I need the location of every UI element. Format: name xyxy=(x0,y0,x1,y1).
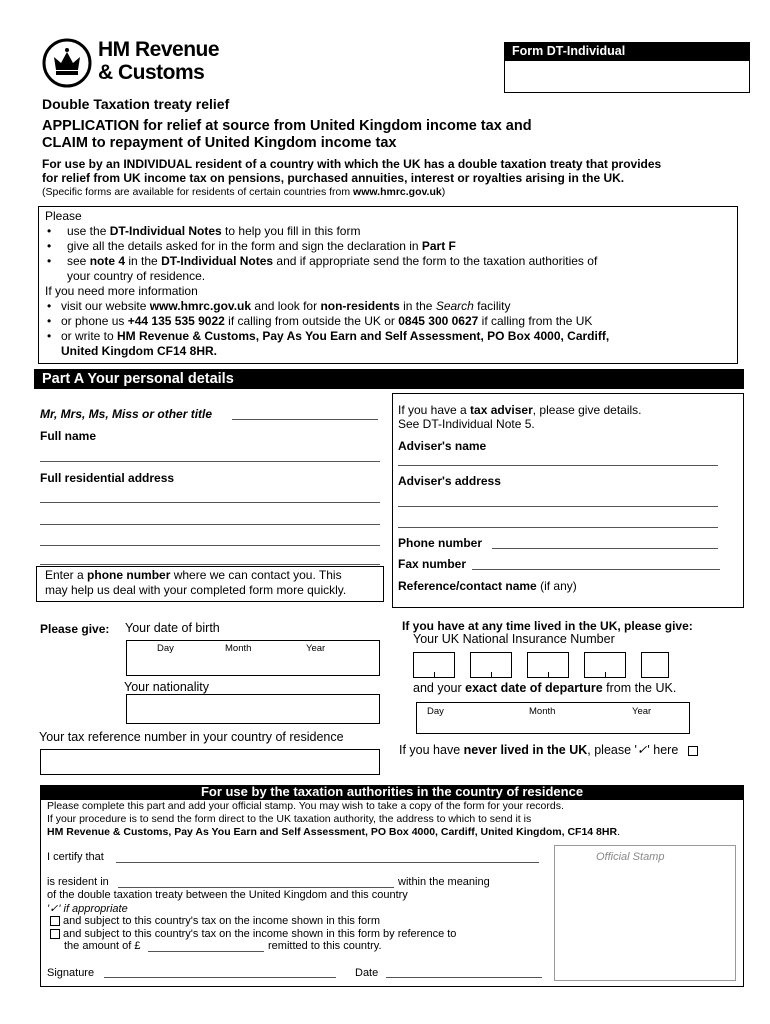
certify-label: I certify that xyxy=(47,851,104,863)
nationality-label: Your nationality xyxy=(124,680,210,694)
option1: and subject to this country's tax on the income shown in this form xyxy=(50,915,380,927)
adviser-intro: If you have a tax adviser, please give details. See DT-Individual Note 5. xyxy=(398,403,642,431)
part-a-heading-text: Part A Your personal details xyxy=(42,371,234,387)
main-title-line1: APPLICATION for relief at source from United Kingdom income tax and xyxy=(42,118,532,134)
dob-day-label: Day xyxy=(157,643,174,654)
date-label: Date xyxy=(355,967,379,979)
form-label-text: Form DT-Individual xyxy=(512,44,626,58)
full-name-input[interactable] xyxy=(40,461,380,462)
departure-label: and your exact date of departure from the UK. xyxy=(413,681,677,695)
official-stamp-label: Official Stamp xyxy=(596,851,665,863)
authority-heading-text: For use by the taxation authorities in the country of residence xyxy=(200,784,584,799)
specific-pre: (Specific forms are available for residents of certain countries from xyxy=(42,186,354,198)
part-a-heading xyxy=(34,369,744,389)
subtitle: Double Taxation treaty relief xyxy=(42,96,230,112)
adviser-name-label: Adviser's name xyxy=(398,439,487,453)
ni-box-4[interactable] xyxy=(584,652,626,678)
phone-number-input[interactable] xyxy=(492,548,718,549)
address-line-1[interactable] xyxy=(40,502,380,503)
dob-year-label: Year xyxy=(306,643,326,654)
authority-line3: HM Revenue & Customs, Pay As You Earn and Self Assessment, PO Box 4000, Cardiff, United Kingdom, CF14 8HR. xyxy=(47,826,620,838)
dob-label: Your date of birth xyxy=(125,621,220,635)
resident-in-label: is resident in xyxy=(47,876,109,888)
crown-crest-icon xyxy=(42,38,92,88)
main-title-line2: CLAIM to repayment of United Kingdom income tax xyxy=(42,135,397,151)
resident-country-input[interactable] xyxy=(118,887,394,888)
tax-ref-label: Your tax reference number in your country of residence xyxy=(39,730,344,744)
please-list xyxy=(45,224,731,284)
full-address-label: Full residential address xyxy=(40,471,175,485)
ni-number-label: Your UK National Insurance Number xyxy=(413,632,615,646)
list-item: • use the DT-Individual Notes to help you fill in this form xyxy=(45,224,731,239)
signature-label: Signature xyxy=(47,967,95,979)
departure-month-label: Month xyxy=(529,706,556,717)
list-item: • give all the details asked for in the form and sign the declaration in Part F xyxy=(45,239,731,254)
more-info-label: If you need more information xyxy=(45,284,198,298)
please-give-label: Please give: xyxy=(40,622,110,636)
lived-uk-label: If you have at any time lived in the UK, please give: xyxy=(402,619,693,633)
list-item: • or write to HM Revenue & Customs, Pay As You Earn and Self Assessment, PO Box 4000, Cardiff, United Kingdom CF14 8HR. xyxy=(45,329,731,359)
never-lived-label: If you have never lived in the UK, please '✓' here xyxy=(399,742,701,757)
specific-forms-note xyxy=(42,186,445,198)
ni-box-1[interactable] xyxy=(413,652,455,678)
address-line-3[interactable] xyxy=(40,545,380,546)
fax-number-input[interactable] xyxy=(472,569,720,570)
option1-checkbox[interactable] xyxy=(50,916,60,926)
ni-box-5[interactable] xyxy=(641,652,669,678)
amount-post-label: remitted to this country. xyxy=(268,940,382,952)
use-line1: For use by an INDIVIDUAL resident of a country with which the UK has a double taxation treaty that provides xyxy=(42,157,662,171)
specific-link[interactable]: www.hmrc.gov.uk xyxy=(353,186,442,198)
address-line-4[interactable] xyxy=(40,564,380,565)
authority-line2: If your procedure is to send the form direct to the UK taxation authority, the address to which to send it is xyxy=(47,813,532,825)
list-item: • see note 4 in the DT-Individual Notes and if appropriate send the form to the taxation authorities of your country of residence. xyxy=(45,254,731,284)
adviser-address-line-2[interactable] xyxy=(398,527,718,528)
amount-input[interactable] xyxy=(148,951,264,952)
tax-ref-input[interactable] xyxy=(40,749,380,775)
form-label xyxy=(504,42,750,60)
more-info-list xyxy=(45,299,731,359)
certify-input[interactable] xyxy=(116,862,539,863)
departure-day-label: Day xyxy=(427,706,444,717)
fax-number-label: Fax number xyxy=(398,557,467,571)
list-item: • or phone us +44 135 535 9022 if calling from outside the UK or 0845 300 0627 if calling from the UK xyxy=(45,314,731,329)
phone-number-label: Phone number xyxy=(398,536,483,550)
instructions-box xyxy=(38,206,738,364)
logo-line1: HM Revenue xyxy=(98,38,220,61)
option2-checkbox[interactable] xyxy=(50,929,60,939)
list-item: • visit our website www.hmrc.gov.uk and look for non-residents in the Search facility xyxy=(45,299,731,314)
phone-contact-box[interactable]: Enter a phone number where we can contact you. This may help us deal with your completed form more quickly. xyxy=(36,566,384,602)
amount-label: the amount of £ xyxy=(64,940,141,952)
hmrc-website-link[interactable]: www.hmrc.gov.uk xyxy=(149,299,252,313)
nationality-input[interactable] xyxy=(126,694,380,724)
adviser-address-line-1[interactable] xyxy=(398,506,718,507)
logo-line2: & Customs xyxy=(98,61,205,84)
title-input[interactable] xyxy=(232,419,378,420)
title-label: Mr, Mrs, Ms, Miss or other title xyxy=(40,407,213,421)
address-line-2[interactable] xyxy=(40,524,380,525)
dob-month-label: Month xyxy=(225,643,252,654)
date-input[interactable] xyxy=(386,977,542,978)
treaty-label: of the double taxation treaty between the United Kingdom and this country xyxy=(47,889,408,901)
option2: and subject to this country's tax on the income shown in this form by reference to xyxy=(50,928,456,940)
adviser-address-label: Adviser's address xyxy=(398,474,501,488)
use-line2: for relief from UK income tax on pensions, purchased annuities, interest or royalties arising in the UK. xyxy=(42,171,625,185)
if-appropriate-label: '✓' if appropriate xyxy=(47,903,128,915)
form-reference-box[interactable] xyxy=(504,60,750,93)
official-stamp-box xyxy=(554,845,736,981)
authority-heading xyxy=(40,785,744,799)
authority-line1: Please complete this part and add your official stamp. You may wish to take a copy of the form for your records. xyxy=(47,800,564,812)
hmrc-logo xyxy=(42,38,242,88)
departure-year-label: Year xyxy=(632,706,652,717)
within-label: within the meaning xyxy=(398,876,490,888)
signature-input[interactable] xyxy=(104,977,336,978)
reference-label: Reference/contact name (if any) xyxy=(398,579,577,593)
adviser-name-input[interactable] xyxy=(398,465,718,466)
never-lived-checkbox[interactable] xyxy=(688,746,698,756)
full-name-label: Full name xyxy=(40,429,97,443)
specific-post: ) xyxy=(441,186,446,198)
ni-box-2[interactable] xyxy=(470,652,512,678)
ni-box-3[interactable] xyxy=(527,652,569,678)
please-label: Please xyxy=(45,209,82,223)
